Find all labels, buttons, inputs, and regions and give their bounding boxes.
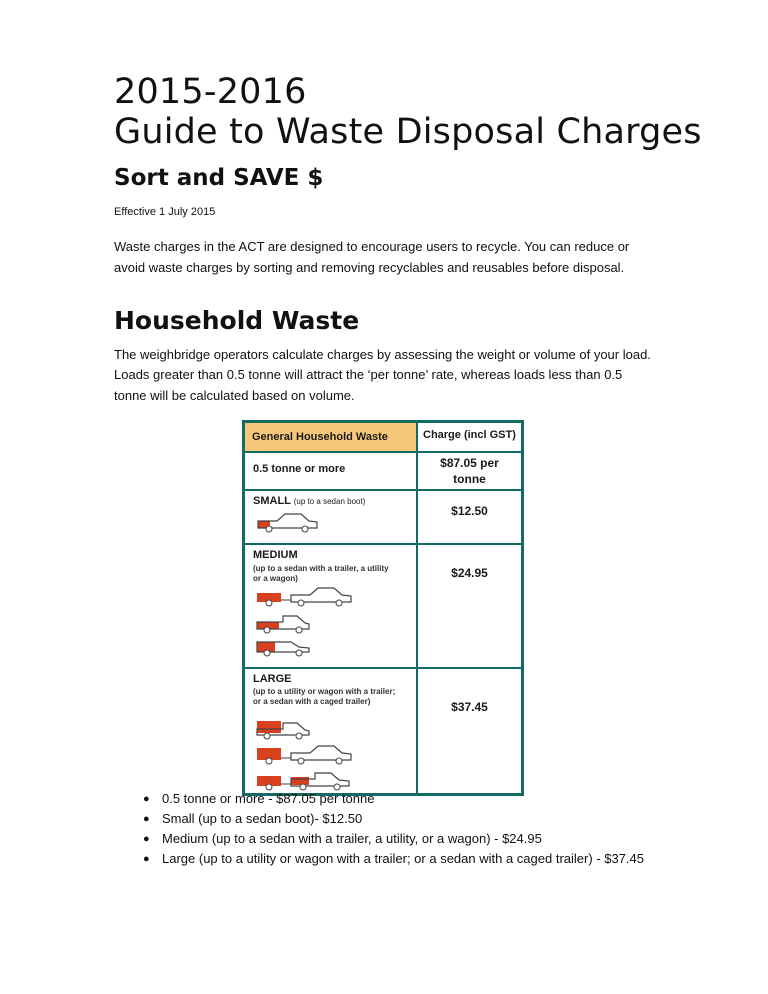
household-para-line-2: Loads greater than 0.5 tonne will attract the ‘per tonne’ rate, whereas loads less than 0.5 (114, 367, 623, 382)
small-sub: (up to a sedan boot) (293, 497, 366, 506)
row-divider-1 (245, 489, 521, 491)
list-item (114, 829, 644, 849)
row-medium-price: $24.95 (451, 566, 488, 580)
document-title (114, 72, 702, 152)
row-divider-3 (245, 667, 521, 669)
list-item-text: Large (up to a utility or wagon with a trailer; or a sedan with a caged trailer) - $37.45 (162, 851, 644, 866)
bullet-icon: ● (143, 793, 150, 805)
intro-line-2: avoid waste charges by sorting and removing recyclables and reusables before disposal. (114, 260, 625, 275)
sedan-icon (255, 511, 325, 537)
household-waste-heading: Household Waste (114, 306, 360, 335)
price-line-2: tonne (453, 472, 486, 486)
row-divider-2 (245, 543, 521, 545)
bullet-icon: ● (143, 853, 150, 865)
row-half-tonne-price (418, 455, 521, 487)
title-year: 2015-2016 (114, 72, 307, 112)
wagon-icon (255, 639, 315, 661)
list-item (114, 789, 644, 809)
medium-sub-line-2: or a wagon) (253, 574, 298, 583)
charges-table (242, 420, 524, 796)
bullet-icon: ● (143, 813, 150, 825)
sort-save-heading: Sort and SAVE $ (114, 165, 324, 191)
price-line-1: $87.05 per (440, 456, 499, 470)
list-item-text: Medium (up to a sedan with a trailer, a utility, or a wagon) - $24.95 (162, 831, 542, 846)
utility-caged-icon (255, 718, 315, 744)
row-large-price: $37.45 (451, 700, 488, 714)
small-label: SMALL (253, 495, 291, 507)
large-sub-line-1: (up to a utility or wagon with a trailer; (253, 687, 396, 696)
charges-bullet-list (114, 789, 644, 869)
medium-sub-line-1: (up to a sedan with a trailer, a utility (253, 564, 389, 573)
household-para-line-1: The weighbridge operators calculate charges by assessing the weight or volume of your load. (114, 347, 651, 362)
large-sub-line-2: or a sedan with a caged trailer) (253, 697, 371, 706)
utility-icon (255, 615, 315, 637)
header-general-waste: General Household Waste (252, 431, 388, 443)
sedan-with-trailer-icon (255, 587, 355, 611)
intro-line-1: Waste charges in the ACT are designed to encourage users to recycle. You can reduce or (114, 239, 630, 254)
title-main: Guide to Waste Disposal Charges (114, 112, 702, 152)
list-item-text: Small (up to a sedan boot)- $12.50 (162, 811, 363, 826)
bullet-icon: ● (143, 833, 150, 845)
list-item (114, 849, 644, 869)
list-item (114, 809, 644, 829)
list-item-text: 0.5 tonne or more - $87.05 per tonne (162, 791, 375, 806)
row-medium-label: MEDIUM (253, 549, 298, 561)
row-large-label: LARGE (253, 673, 292, 685)
large-sub (253, 687, 413, 707)
medium-sub (253, 564, 413, 584)
row-half-tonne-label: 0.5 tonne or more (253, 463, 346, 475)
row-divider-header (245, 451, 521, 453)
row-small-label (253, 495, 365, 507)
header-charge: Charge (incl GST) (423, 429, 516, 441)
row-small-price: $12.50 (451, 504, 488, 518)
effective-date: Effective 1 July 2015 (114, 206, 216, 218)
household-para-line-3: tonne will be calculated based on volume. (114, 388, 355, 403)
wagon-with-trailer-icon (255, 745, 355, 769)
